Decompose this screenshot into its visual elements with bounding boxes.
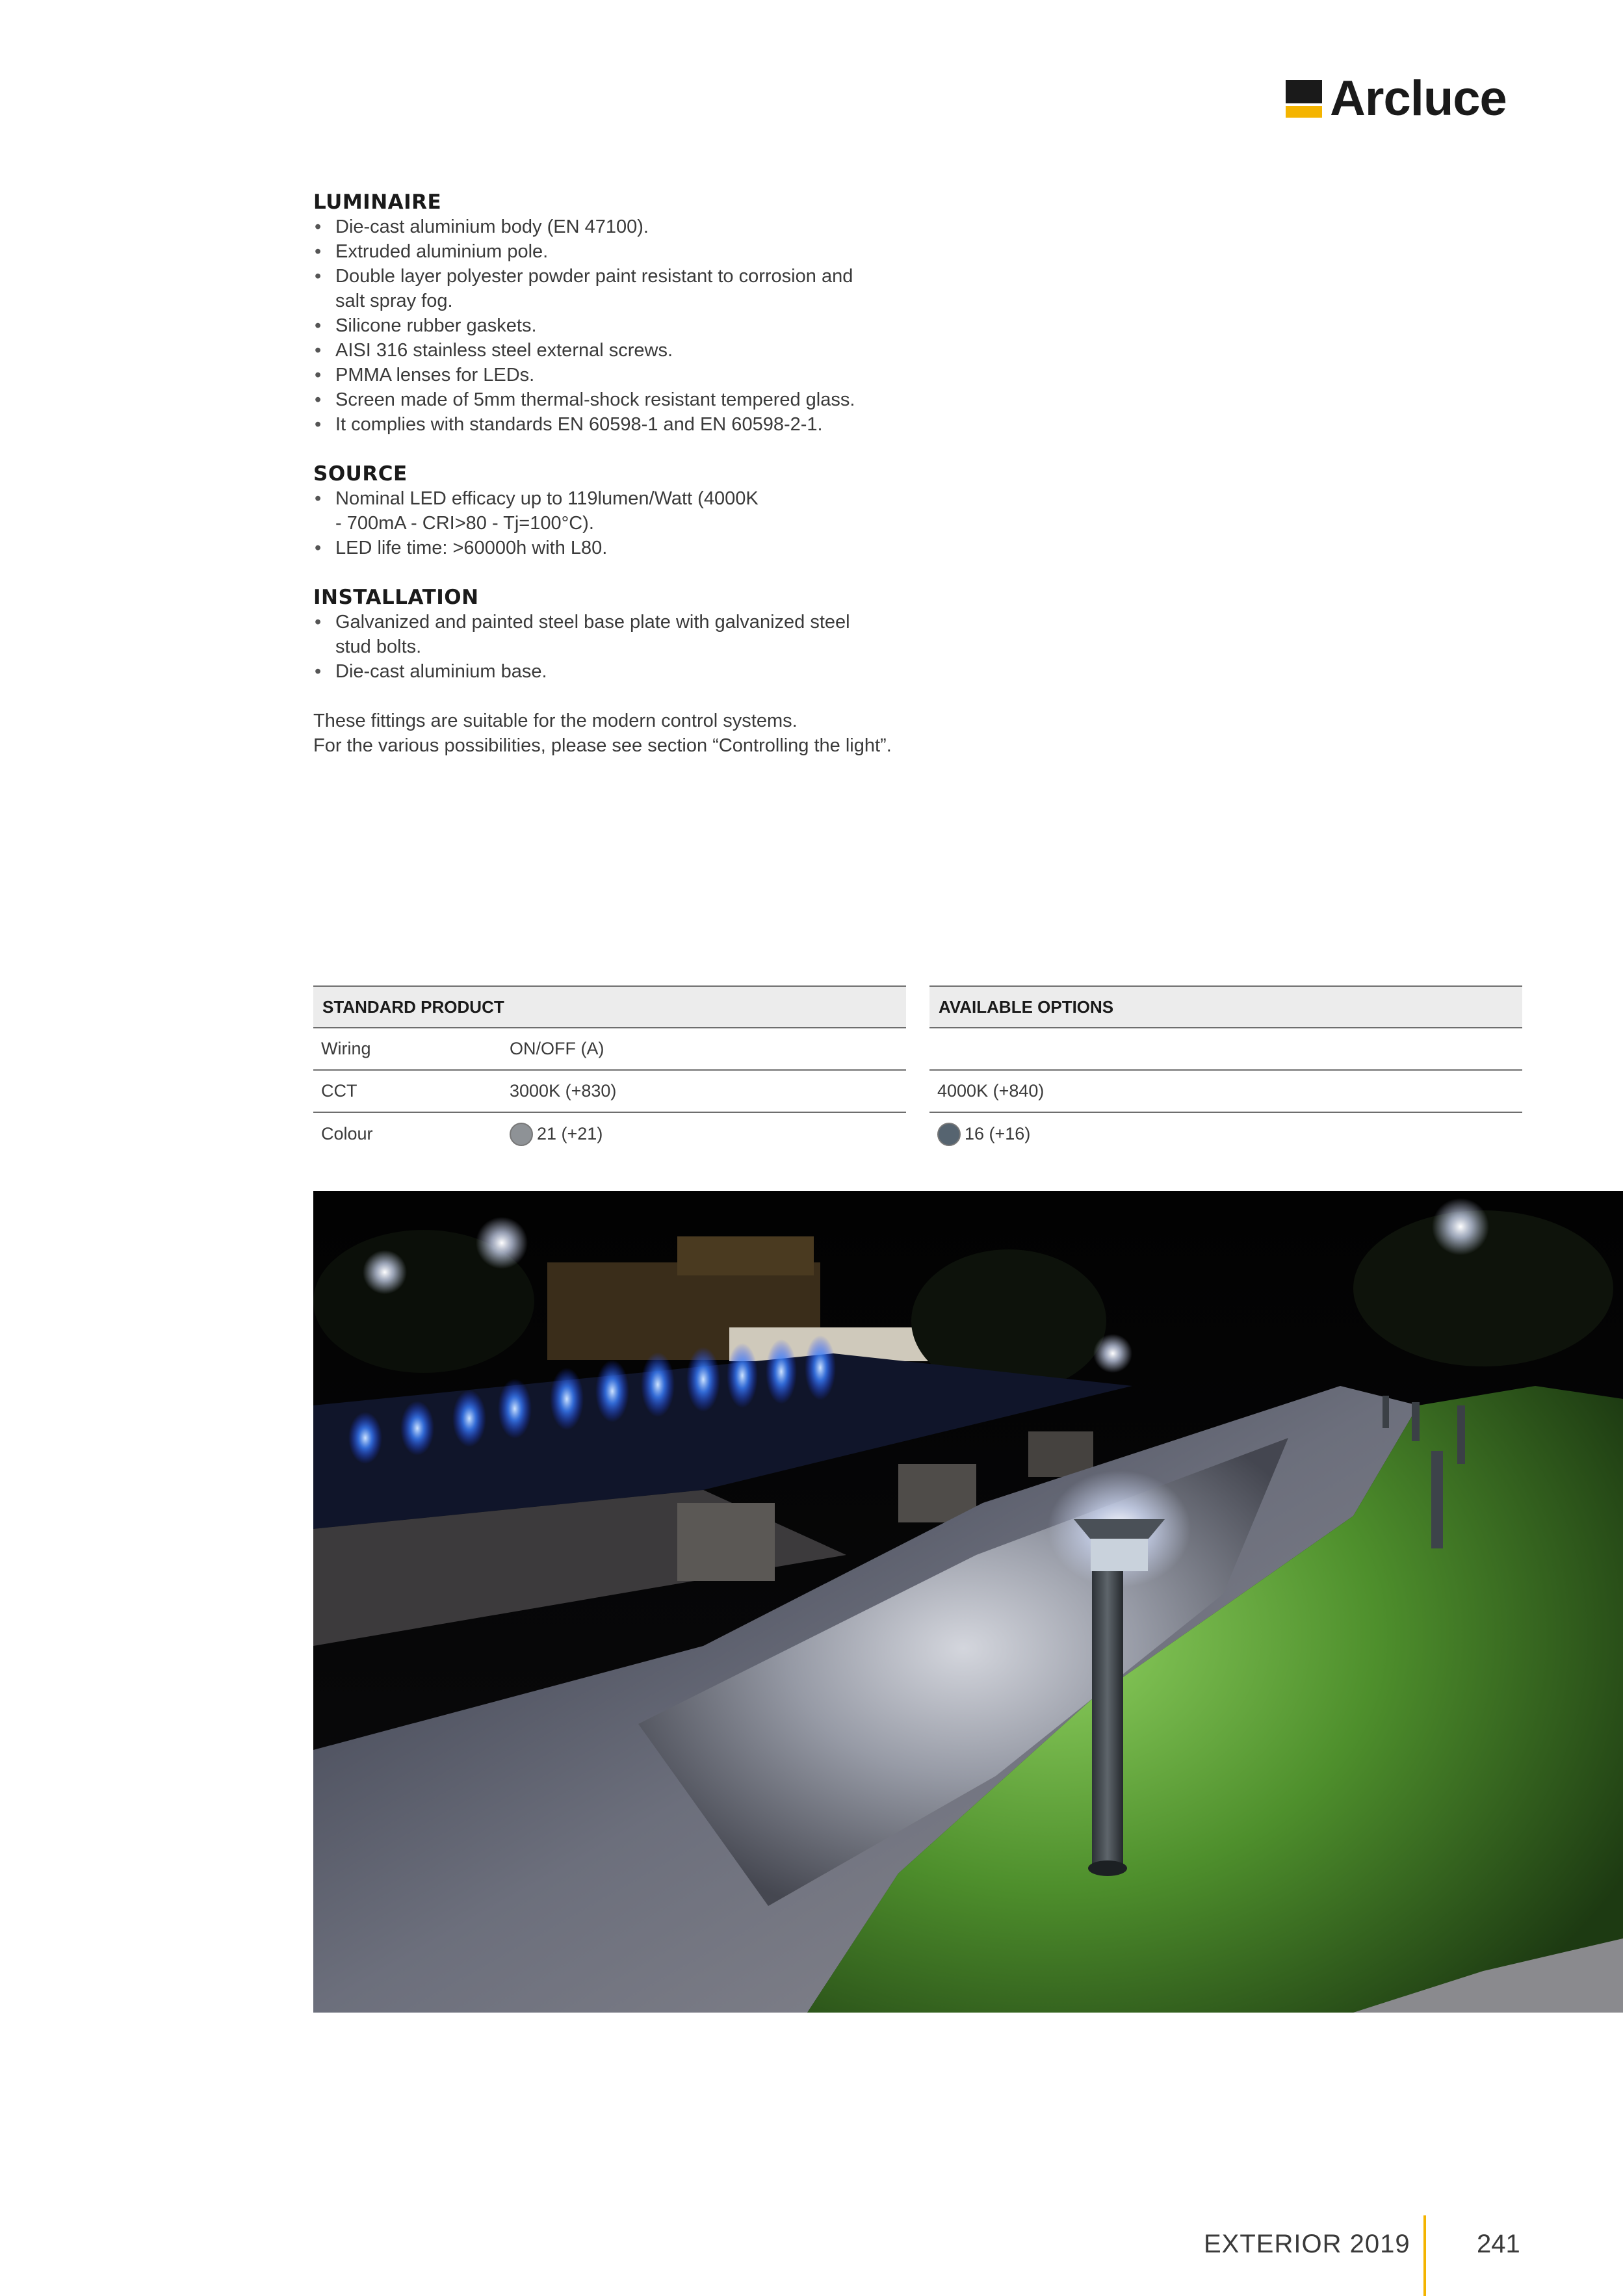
note-line: For the various possibilities, please see section “Controlling the light”.	[313, 735, 892, 756]
spec-list	[313, 610, 1028, 684]
list-item: • Die-cast aluminium base.	[313, 659, 1028, 684]
spec-content	[313, 190, 1028, 758]
row-label: Colour	[321, 1124, 373, 1143]
table-row	[313, 1028, 906, 1071]
control-note	[313, 709, 1028, 758]
footer-divider	[1423, 2215, 1426, 2296]
section-luminaire	[313, 190, 1028, 437]
section-title: LUMINAIRE	[313, 190, 442, 214]
list-item: • Silicone rubber gaskets.	[313, 313, 1028, 338]
list-item: • AISI 316 stainless steel external screws.	[313, 338, 1028, 363]
colour-swatch-icon	[937, 1123, 961, 1146]
list-item: • Double layer polyester powder paint resistant to corrosion and salt spray fog.	[313, 264, 879, 313]
row-value: 21 (+21)	[537, 1124, 603, 1143]
row-value: 3000K (+830)	[510, 1081, 617, 1101]
brand-logo	[1286, 73, 1507, 125]
list-item: • It complies with standards EN 60598-1 and EN 60598-2-1.	[313, 412, 1028, 437]
table-row	[929, 1071, 1522, 1113]
section-source	[313, 462, 1028, 560]
spec-list	[313, 215, 1028, 437]
note-line: These fittings are suitable for the modern control systems.	[313, 711, 798, 731]
table-row	[929, 1113, 1522, 1155]
row-value-cell	[510, 1123, 603, 1146]
list-item: • Die-cast aluminium body (EN 47100).	[313, 215, 1028, 239]
list-item: • Extruded aluminium pole.	[313, 239, 1028, 264]
logo-mark-icon	[1286, 80, 1322, 118]
night-scene-illustration	[313, 1191, 1623, 2013]
table-header: AVAILABLE OPTIONS	[929, 985, 1522, 1028]
footer-section-label: EXTERIOR 2019	[1204, 2230, 1410, 2258]
row-label: Wiring	[321, 1039, 371, 1058]
brand-name: Arcluce	[1330, 71, 1507, 126]
row-value: ON/OFF (A)	[510, 1039, 604, 1058]
row-value-cell	[929, 1123, 1030, 1146]
list-item: • Nominal LED efficacy up to 119lumen/Watt (4000K - 700mA - CRI>80 - Tj=100°C).	[313, 486, 768, 536]
spec-list	[313, 486, 1028, 560]
page-number: 241	[1477, 2230, 1520, 2258]
list-item: • PMMA lenses for LEDs.	[313, 363, 1028, 387]
colour-swatch-icon	[510, 1123, 533, 1146]
standard-product-table	[313, 985, 906, 1155]
section-installation	[313, 585, 1028, 684]
table-row	[313, 1071, 906, 1113]
row-value: 16 (+16)	[965, 1124, 1031, 1143]
row-value: 4000K (+840)	[937, 1081, 1045, 1101]
row-label: CCT	[321, 1081, 357, 1101]
table-header: STANDARD PRODUCT	[313, 985, 906, 1028]
section-title: SOURCE	[313, 462, 408, 486]
table-row	[929, 1028, 1522, 1071]
list-item: • LED life time: >60000h with L80.	[313, 536, 1028, 560]
product-photo	[313, 1191, 1623, 2013]
section-title: INSTALLATION	[313, 586, 479, 609]
available-options-table	[929, 985, 1522, 1155]
list-item: • Galvanized and painted steel base plate with galvanized steel stud bolts.	[313, 610, 859, 659]
list-item: • Screen made of 5mm thermal-shock resistant tempered glass.	[313, 387, 1028, 412]
table-row	[313, 1113, 906, 1155]
